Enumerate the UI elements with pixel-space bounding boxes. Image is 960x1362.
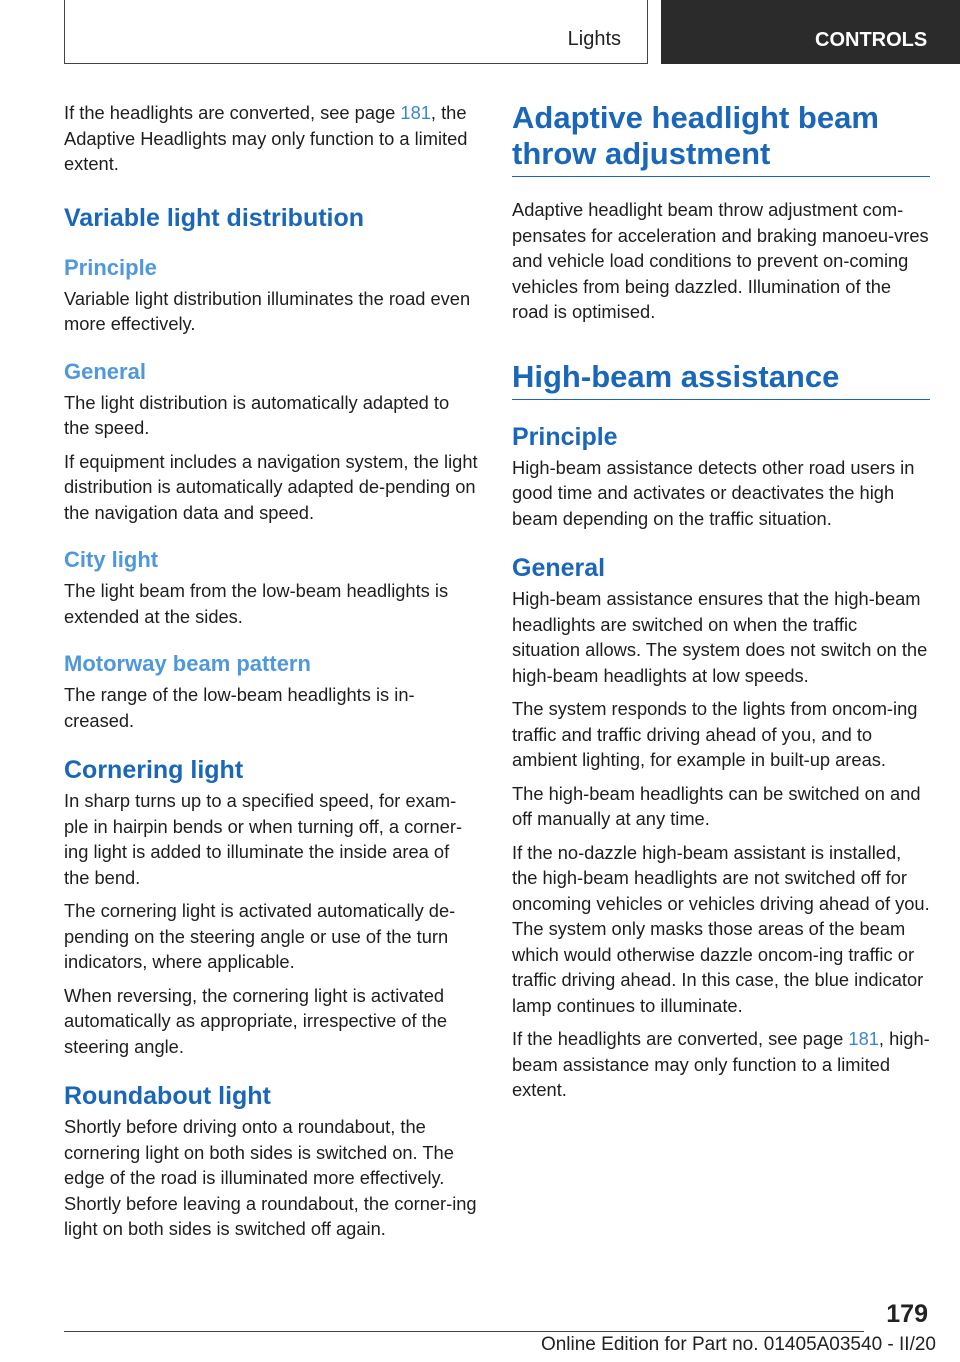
heading-general-right: General	[512, 554, 606, 582]
paragraph-general-right-1: High-beam assistance ensures that the high-beam headlights are switched on when the traffic situation allows. The system does not switch on the high-beam headlights at low speeds.	[512, 588, 928, 686]
page-number: 179	[886, 1300, 928, 1328]
heading-motorway-beam-pattern: Motorway beam pattern	[64, 651, 311, 676]
heading-roundabout-light: Roundabout light	[64, 1082, 271, 1110]
header-section-title: Lights	[567, 28, 621, 50]
paragraph-principle-right: High-beam assistance detects other road users in good time and activates or deactivates the high beam depending on the traffic situation.	[512, 456, 915, 529]
footer-edition-text: Online Edition for Part no. 01405A03540 - II/20	[540, 1334, 936, 1355]
paragraph-cornering-3: When reversing, the cornering light is activated automatically as appropriate, irrespective of the steering angle.	[64, 984, 448, 1057]
heading-city-light: City light	[64, 547, 159, 572]
heading-cornering-light: Cornering light	[64, 756, 244, 784]
paragraph-cornering-1: In sharp turns up to a specified speed, for exam‐ple in hairpin bends or when turning off, a corner‐ing light is added to illuminate the inside area of the bend.	[64, 790, 463, 888]
paragraph-general-right-5: If the headlights are converted, see page 181, high-beam assistance may only function to a limited extent.	[512, 1028, 930, 1100]
paragraph-general-1: The light distribution is automatically adapted to the speed.	[64, 391, 450, 438]
intro-paragraph: If the headlights are converted, see page 181, the Adaptive Headlights may only function to a limited extent.	[64, 102, 468, 174]
paragraph-cornering-2: The cornering light is activated automatically de‐pending on the steering angle or use of the turn indicators, where applicable.	[64, 900, 456, 972]
paragraph-general-2: If equipment includes a navigation system, the light distribution is automatically adapted de‐pending on the navigation data and speed.	[64, 450, 478, 523]
header-chapter-tab: CONTROLS	[661, 0, 960, 64]
heading-principle: Principle	[64, 254, 157, 280]
heading-principle-right: Principle	[512, 422, 618, 451]
footer-divider	[64, 1331, 864, 1332]
paragraph-roundabout: Shortly before driving onto a roundabout, the cornering light on both sides is switched on. The edge of the road is illuminated more effectively. Shortly before leaving a roundabout, the corner‐ing light on both sides is switched off again.	[64, 1116, 477, 1239]
paragraph-general-right-4: If the no-dazzle high-beam assistant is installed, the high-beam headlights are not switched off for oncoming vehicles or vehicles driving ahead of you. The system only masks those areas of the beam which would otherwise dazzle oncom‐ing traffic or traffic driving ahead. In this case, the blue indicator lamp continues to illuminate.	[512, 841, 930, 1016]
page-link-181-right[interactable]: 181	[848, 1028, 879, 1049]
paragraph-general-right-3: The high-beam headlights can be switched on and off manually at any time.	[512, 782, 921, 829]
header-section-box	[64, 0, 648, 64]
heading-general: General	[64, 358, 146, 384]
right-column	[512, 100, 930, 1111]
paragraph-principle: Variable light distribution illuminates the road even more effectively.	[64, 287, 471, 334]
heading-high-beam-assistance: High-beam assistance	[512, 359, 930, 400]
heading-adaptive-headlight-beam-throw-adjustment: Adaptive headlight beam throw adjustment	[512, 100, 930, 177]
paragraph-general-right-2: The system responds to the lights from oncom‐ing traffic and traffic driving ahead of you, and to ambient lighting, for example in built-up areas.	[512, 698, 918, 770]
heading-variable-light-distribution: Variable light distribution	[64, 203, 365, 232]
paragraph-motorway-beam-pattern: The range of the low-beam headlights is in‐creased.	[64, 684, 415, 731]
page-link-181[interactable]: 181	[400, 102, 431, 123]
paragraph-adaptive: Adaptive headlight beam throw adjustment com‐pensates for acceleration and braking manoeu‐vres and vehicle load conditions to prevent on‐coming vehicles from being dazzled. Illumination of the road is optimised.	[512, 199, 929, 322]
left-column	[64, 100, 479, 1250]
paragraph-city-light: The light beam from the low-beam headlights is extended at the sides.	[64, 580, 449, 627]
